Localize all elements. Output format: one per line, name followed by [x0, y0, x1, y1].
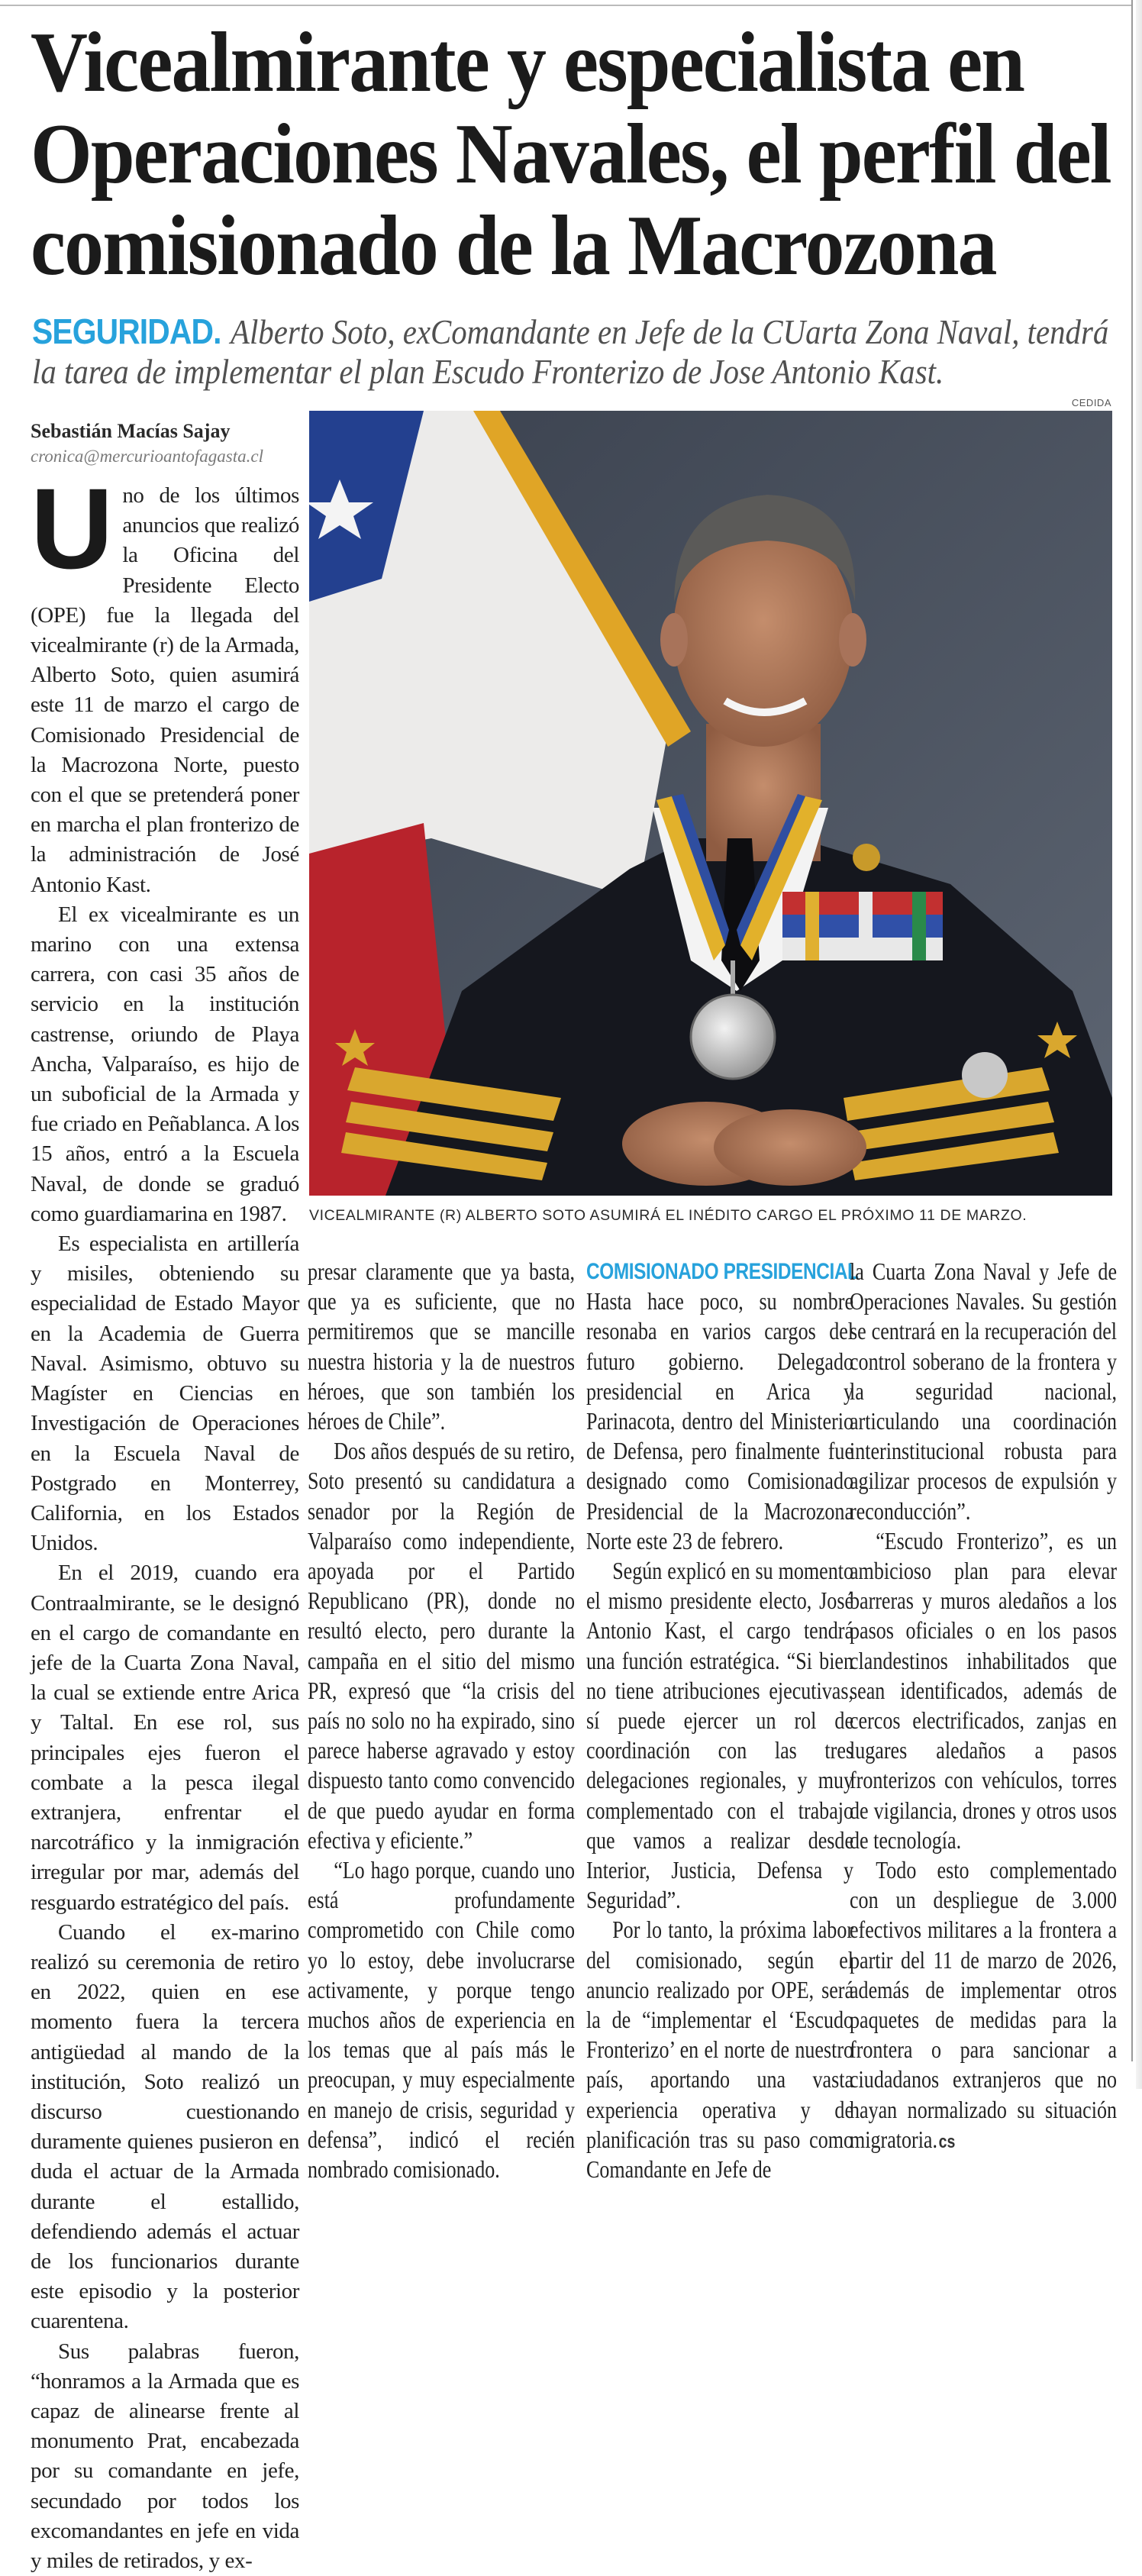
deck-text: Alberto Soto, exComandante en Jefe de la CUarta Zona Naval, tendrá [230, 312, 1109, 351]
paragraph [850, 1855, 1117, 2157]
headline-line: Vicealmirante y especialista en [31, 15, 1024, 110]
photo-credit: CEDIDA [1071, 397, 1111, 408]
subheading: COMISIONADO PRESIDENCIAL [586, 1259, 859, 1284]
body-column-1 [31, 464, 299, 2576]
paragraph: Hasta hace poco, su nombre resonaba en varios cargos del futuro gobierno. Delegado presidencial en Arica y Parinacota, dentro del Ministerio de Defensa, pero finalmente fue designado como Comisionado Presidencial de la Macrozona Norte este 23 de febrero. [586, 1287, 854, 1554]
paragraph: El ex vicealmirante es un marino con una extensa carrera, con casi 35 años de servicio en la institución castrense, oriundo de Playa Ancha, Valparaíso, es hijo de un suboficial de la Armada y fue criado en Peñablanca. A los 15 años, entró a la Escuela Naval, de donde se graduó como guardiamarina en 1987. [31, 902, 299, 1226]
paragraph: Según explicó en su momento el mismo presidente electo, José Antonio Kast, el cargo tendrá una función estratégica. “Si bien no tiene atribuciones ejecutivas, sí puede ejercer un rol de coordinación con las tres delegaciones regionales, y muy complementado con el trabajo que vamos a realizar desde Interior, Justicia, Defensa y Seguridad”. [586, 1557, 854, 1914]
paragraph: Cuando el ex-marino realizó su ceremonia de retiro en 2022, quien en ese momento fuera la tercera antigüedad al mando de la institución, Soto realizó un discurso cuestionando duramente quienes pusieron en duda el actuar de la Armada durante el estallido, defendiendo además el actuar de los funcionarios durante este episodio y la posterior cuarentena. [31, 1919, 299, 2334]
photo-caption: VICEALMIRANTE (R) ALBERTO SOTO ASUMIRÁ EL INÉDITO CARGO EL PRÓXIMO 11 DE MARZO. [309, 1207, 1027, 1224]
portrait-photo [309, 411, 1112, 1196]
author-name: Sebastián Macías Sajay [31, 420, 231, 442]
column-rule [1131, 0, 1133, 2061]
paragraph: Sus palabras fueron, “honramos a la Armada que es capaz de alinearse frente al monumento Prat, encabezada por su comandante en jefe, secundado por todos los excomandantes en jefe en vida y miles de retirados, y ex- [31, 2339, 299, 2574]
paragraph: “Lo hago porque, cuando uno está profundamente comprometido con Chile como yo lo estoy, debe involucrarse activamente, y porque tengo muchos años de experiencia en los temas que al país más le preocupan, y muy especialmente en manejo de crisis, seguridad y defensa”, indicó el recién nombrado comisionado. [308, 1856, 576, 2184]
paragraph: En el 2019, cuando era Contraalmirante, se le designó en el cargo de comandante en jefe de la Cuarta Zona Naval, la cual se extiende entre Arica y Taltal. En ese rol, sus principales ejes fueron el combate a la pesca ilegal extranjera, enfrentar el narcotráfico y la inmigración irregular por mar, además del resguardo estratégico del país. [31, 1561, 299, 1915]
paragraph: “Escudo Fronterizo”, es un ambicioso plan para elevar barreras y muros aledaños a los pasos oficiales o en los pasos clandestinos inhabilitados que sean identificados, además de cercos electrificados, zanjas en lugares aledaños a pasos fronterizos con vehículos, torres de vigilancia, drones y otros usos de tecnología. [850, 1526, 1118, 1854]
portrait-image [309, 411, 1112, 1196]
paragraph: la Cuarta Zona Naval y Jefe de Operaciones Navales. Su gestión se centrará en la recuperación del control soberano de la frontera y la seguridad nacional, articulando una coordinación interinstitucional robusta para agilizar procesos de expulsión y reconducción”. [850, 1257, 1118, 1525]
byline [31, 418, 305, 469]
ribbon-rack [782, 892, 943, 960]
paragraph: Por lo tanto, la próxima labor del comisionado, según el anuncio realizado por OPE, será la de “implementar el ‘Escudo Fronterizo’ en el norte de nuestro país, aportando una vasta experiencia operativa y de planificación tras su paso como Comandante en Jefe de [586, 1916, 854, 2184]
paragraph-text: Todo esto complementado con un despliegue de 3.000 efectivos militares a la frontera a partir del 11 de marzo de 2026, además de implementar otros paquetes de medidas para la frontera o para sancionar a ciudadanos extranjeros que no hayan normalizado su situación migratoria. [850, 1856, 1118, 2153]
headline [31, 17, 1115, 292]
section-kicker: SEGURIDAD. [32, 312, 221, 351]
body-column-4 [850, 1257, 1117, 2157]
drop-cap: U [31, 464, 114, 592]
paragraph: Es especialista en artillería y misiles, obteniendo su especialidad de Estado Mayor en la Academia de Guerra Naval. Asimismo, obtuvo su Magíster en Ciencias en Investigación de Operaciones en la Escuela Naval de Postgrado en Monterrey, California, en los Estados Unidos. [31, 1232, 299, 1556]
paragraph: presar claramente que ya basta, que ya es suficiente, que no permitiremos que se mancille nuestra historia y la de nuestros héroes, que son también los héroes de Chile”. [308, 1257, 576, 1435]
paragraph: no de los últimos anuncios que realizó la Oficina del Presidente Electo (OPE) fue la llegada del vicealmirante (r) de la Armada, Alberto Soto, quien asumirá este 11 de marzo el cargo de Comisionado Presidencial de la Macrozona Norte, puesto con el que se pretenderá poner en marcha el plan fronterizo de la administración de José Antonio Kast. [31, 483, 299, 897]
paragraph: Dos años después de su retiro, Soto presentó su candidatura a senador por la Región de Valparaíso como independiente, apoyada por el Partido Republicano (PR), donde no resultó electo, pero durante la campaña en el sitio del mismo PR, expresó que “la crisis del país no solo no ha expirado, sino parece haberse agravado y estoy dispuesto tanto como convencido de que puedo ayudar en forma efectiva y eficiente.” [308, 1437, 576, 1854]
headline-line: Operaciones Navales, el perfil del [31, 107, 1111, 202]
top-rule [0, 5, 1133, 6]
author-email: cronica@mercurioantofagasta.cl [31, 447, 263, 466]
adjacent-page-edge [1136, 0, 1142, 2089]
headline-line: comisionado de la Macrozona [31, 199, 996, 293]
deck [32, 312, 1116, 392]
end-mark-icon: cs [938, 2131, 956, 2152]
deck-line: la tarea de implementar el plan Escudo Fronterizo de Jose Antonio Kast. [32, 352, 944, 391]
body-column-3 [586, 1257, 859, 2184]
body-column-2 [308, 1257, 575, 2184]
deck-line [32, 312, 1109, 352]
